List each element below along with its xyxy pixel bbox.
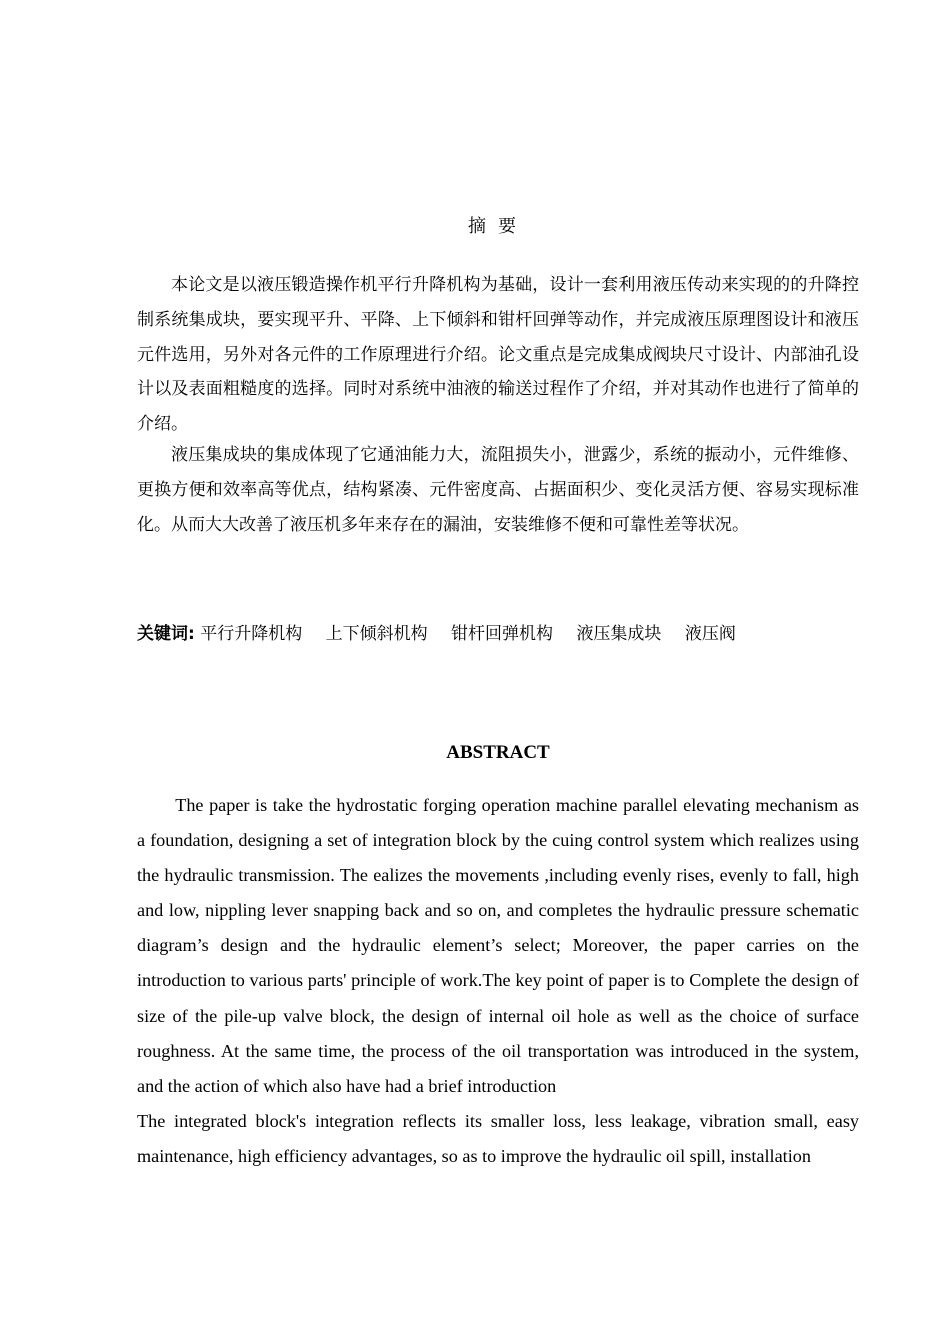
keyword-3: 钳杆回弹机构 bbox=[451, 624, 554, 644]
abstract-en-paragraph-1-text: The paper is take the hydrostatic forging operation machine parallel elevating mechanism as a foundation, designing a set of integration block by the cuing control system which realizes using the hydraulic transmission. The ealizes the movements ,including evenly rises, evenly to fall, high and low, nippling lever snapping back and so on, and completes the hydraulic pressure schematic diagram’s design and the hydraulic element’s select; Moreover, the paper carries on the introduction to various parts' principle of work.The key point of paper is to Complete the design of size of the pile-up valve block, the design of internal oil hole as well as the choice of surface roughness. At the same time, the process of the oil transportation was introduced in the system, and the action of which also have had a brief introduction bbox=[137, 795, 859, 1096]
abstract-en-paragraph-2 bbox=[137, 1104, 859, 1174]
abstract-cn-title: 摘要 bbox=[468, 216, 528, 237]
abstract-en-paragraph-2-text: The integrated block's integration reflects its smaller loss, less leakage, vibration small, easy maintenance, high efficiency advantages, so as to improve the hydraulic oil spill, installation bbox=[137, 1111, 859, 1167]
abstract-en-paragraph-1 bbox=[137, 788, 859, 1104]
keyword-1: 平行升降机构 bbox=[200, 624, 303, 644]
abstract-cn-paragraph-1-text: 本论文是以液压锻造操作机平行升降机构为基础，设计一套利用液压传动来实现的的升降控制系统集成块，要实现平升、平降、上下倾斜和钳杆回弹等动作，并完成液压原理图设计和液压元件选用，另外对各元件的工作原理进行介绍。论文重点是完成集成阀块尺寸设计、内部油孔设计以及表面粗糙度的选择。同时对系统中油液的输送过程作了介绍，并对其动作也进行了简单的介绍。 bbox=[137, 275, 859, 435]
keyword-4: 液压集成块 bbox=[576, 624, 662, 644]
keyword-5: 液压阀 bbox=[684, 624, 736, 644]
abstract-en-title: ABSTRACT bbox=[446, 742, 550, 763]
abstract-cn-paragraph-1 bbox=[137, 268, 859, 442]
abstract-cn-paragraph-2-text: 液压集成块的集成体现了它通油能力大，流阻损失小，泄露少，系统的振动小，元件维修、更换方便和效率高等优点，结构紧凑、元件密度高、占据面积少、变化灵活方便、容易实现标准化。从而大大改善了液压机多年来存在的漏油，安装维修不便和可靠性差等状况。 bbox=[137, 445, 859, 535]
abstract-cn-paragraph-2 bbox=[137, 438, 859, 542]
keywords-line bbox=[137, 620, 859, 648]
keyword-2: 上下倾斜机构 bbox=[325, 624, 428, 644]
keywords-label: 关键词: bbox=[137, 624, 195, 644]
